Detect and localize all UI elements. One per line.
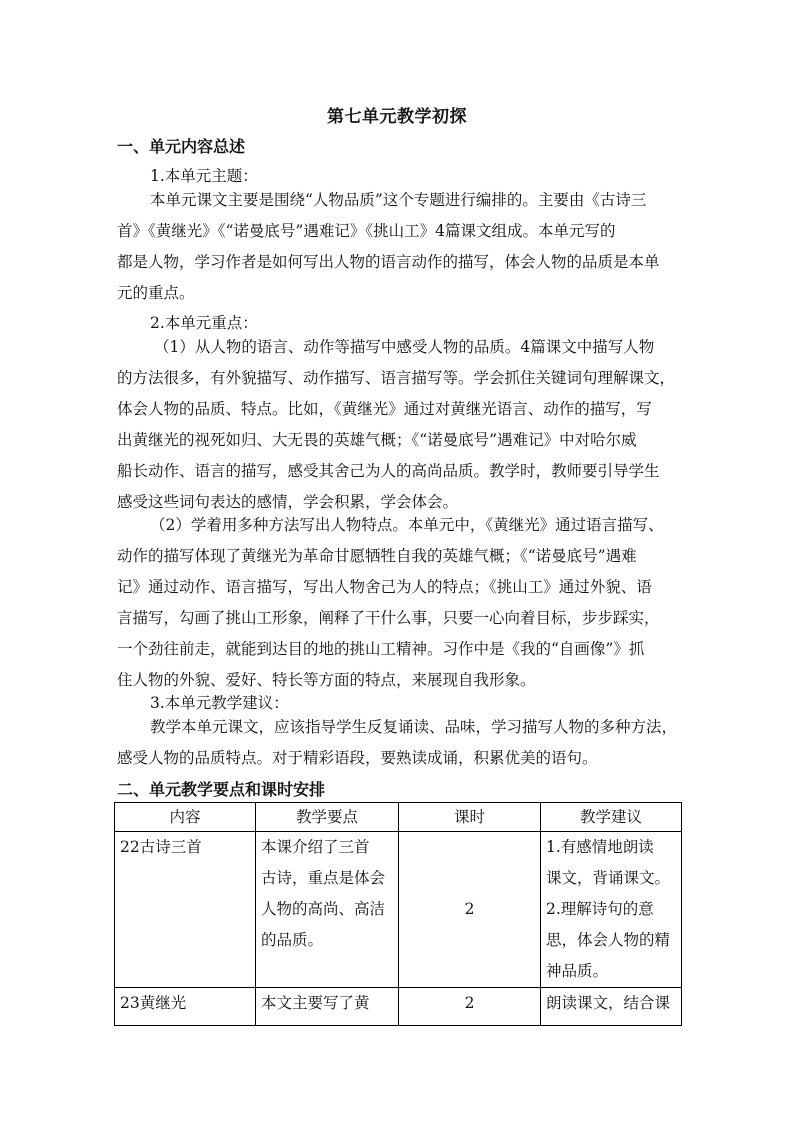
- column-header-points: 教学要点: [256, 803, 399, 832]
- section-heading-plan: 二、单元教学要点和课时安排: [117, 780, 326, 799]
- cell-text-line: 朗读课文，结合课: [546, 994, 671, 1012]
- text-line: 感受这些词句表达的感情，学会积累，学会体会。: [117, 493, 459, 511]
- table-header-row: [115, 803, 682, 832]
- text-line: 的方法很多，有外貌描写、动作描写、语言描写等。学会抓住关键词句理解课文，: [117, 369, 676, 387]
- paragraph-key-point-2: [117, 510, 679, 696]
- paragraph-theme: [117, 185, 679, 309]
- text-line: 动作的描写体现了黄继光为革命甘愿牺牲自我的英雄气概；《“诺曼底号”遇难: [117, 547, 637, 565]
- text-line: （1）从人物的语言、动作等描写中感受人物的品质。4篇课文中描写人物: [154, 338, 655, 356]
- cell-hours: 2: [399, 832, 541, 988]
- text-line: 住人物的外貌、爱好、特长等方面的特点，来展现自我形象。: [117, 671, 536, 689]
- column-header-content: 内容: [115, 803, 256, 832]
- text-line: 元的重点。: [117, 284, 195, 302]
- text-line: 教学本单元课文，应该指导学生反复诵读、品味，学习描写人物的多种方法，: [150, 718, 678, 736]
- cell-text-line: 人物的高尚、高洁: [261, 900, 386, 918]
- text-line: 体会人物的品质、特点。比如，《黄继光》通过对黄继光语言、动作的描写，写: [117, 400, 652, 418]
- table-row: [115, 832, 682, 988]
- text-line: 记》通过动作、语言描写，写出人物舍己为人的特点；《挑山工》通过外貌、语: [117, 578, 652, 596]
- text-line: 一个劲往前走，就能到达目的地的挑山工精神。习作中是《我的“自画像”》抓: [117, 640, 645, 658]
- cell-text-line: 思，体会人物的精: [546, 931, 671, 949]
- cell-text-line: 本课介绍了三首: [261, 838, 370, 856]
- cell-points: [256, 988, 399, 1026]
- lesson-plan-table: [114, 802, 682, 1026]
- cell-advice: [541, 832, 682, 988]
- cell-text-line: 2.理解诗句的意: [546, 900, 654, 918]
- column-header-advice: 教学建议: [541, 803, 682, 832]
- text-line: 出黄继光的视死如归、大无畏的英雄气概；《“诺曼底号”遇难记》中对哈尔威: [117, 431, 637, 449]
- text-line: （2）学着用多种方法写出人物特点。本单元中，《黄继光》通过语言描写、: [150, 516, 664, 534]
- cell-advice: [541, 988, 682, 1026]
- text-line: 都是人物，学习作者是如何写出人物的语言动作的描写，体会人物的品质是本单: [117, 253, 660, 271]
- table-row: [115, 988, 682, 1026]
- subheading-suggestions: 3.本单元教学建议：: [150, 694, 289, 712]
- paragraph-key-point-1: [117, 332, 679, 518]
- text-line: 言描写，勾画了挑山工形象，阐释了干什么事，只要一心向着目标，步步踩实，: [117, 609, 660, 627]
- text-line: 本单元课文主要是围绕“人物品质”这个专题进行编排的。主要由《古诗三: [150, 191, 647, 209]
- text-line: 感受人物的品质特点。对于精彩语段，要熟读成诵，积累优美的语句。: [117, 749, 598, 767]
- section-heading-overview: 一、单元内容总述: [117, 137, 246, 156]
- subheading-theme: 1.本单元主题：: [150, 167, 258, 185]
- subheading-key-points: 2.本单元重点：: [150, 314, 258, 332]
- cell-content: 22古诗三首: [115, 832, 256, 988]
- cell-content: 23黄继光: [115, 988, 256, 1026]
- text-line: 船长动作、语言的描写，感受其舍己为人的高尚品质。教学时，教师要引导学生: [117, 462, 660, 480]
- column-header-hours: 课时: [399, 803, 541, 832]
- document-title: 第七单元教学初探: [327, 107, 467, 127]
- text-line: 首》《黄继光》《“诺曼底号”遇难记》《挑山工》4篇课文组成。本单元写的: [117, 222, 616, 240]
- cell-text-line: 的品质。: [261, 931, 324, 949]
- cell-text-line: 神品质。: [546, 962, 609, 980]
- paragraph-suggestions: [117, 712, 679, 774]
- cell-points: [256, 832, 399, 988]
- cell-text-line: 古诗，重点是体会: [261, 869, 386, 887]
- cell-text-line: 课文，背诵课文。: [546, 869, 671, 887]
- cell-text-line: 本文主要写了黄: [261, 994, 370, 1012]
- cell-hours: 2: [399, 988, 541, 1026]
- cell-text-line: 1.有感情地朗读: [546, 838, 654, 856]
